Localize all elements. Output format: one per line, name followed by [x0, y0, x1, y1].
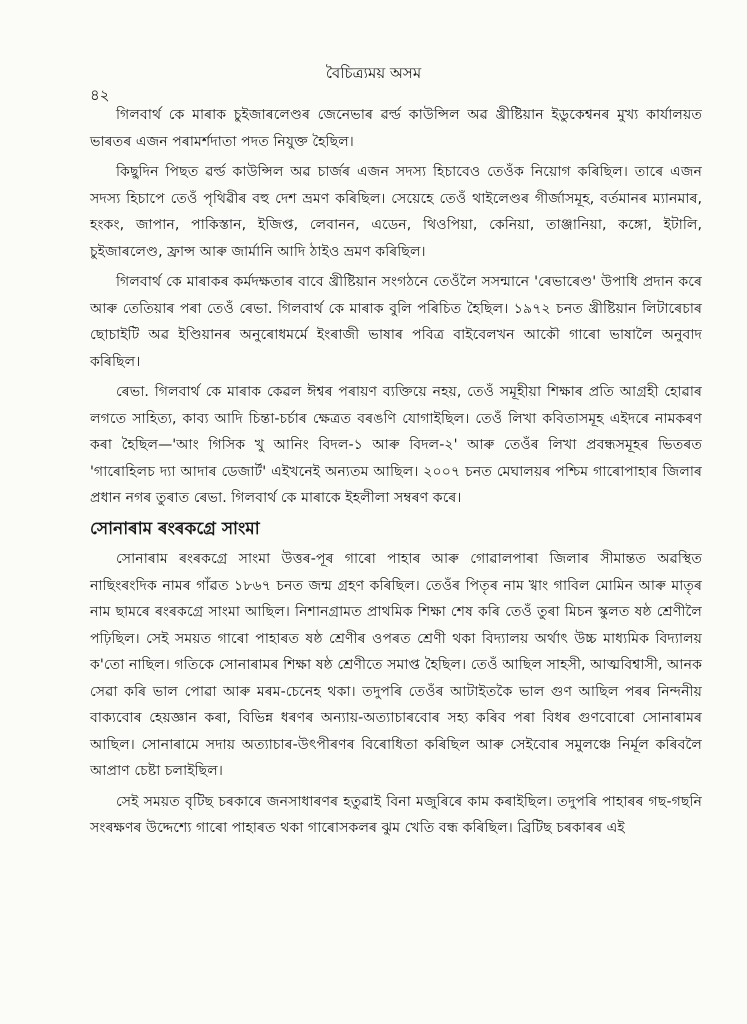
paragraph: কিছুদিন পিছত ৱৰ্ল্ড কাউন্সিল অৱ চাৰ্জৰ এজন সদস্য হিচাবেও তেওঁক নিয়োগ কৰিছিল। তাৰে এজন সদস্য হিচাপে তেওঁ পৃথিৱীৰ বহু দেশ ভ্ৰমণ কৰিছিল। সেয়েহে তেওঁ থাইলেণ্ডৰ গীৰ্জাসমূহ, বৰ্তমানৰ ম্যানমাৰ, হংকং, জাপান, পাকিস্তান, ইজিপ্ত, লেবানন, এডেন, থিওপিয়া, কেনিয়া, তাঞ্জানিয়া, কঙ্গো, ইটালি, চুইজাৰলেণ্ড, ফ্ৰান্স আৰু জাৰ্মানি আদি ঠাইও ভ্ৰমণ কৰিছিল।: [90, 164, 702, 260]
running-head: বৈচিত্ৰ্যময় অসম: [325, 64, 422, 82]
paragraph: সেই সময়ত বৃটিছ চৰকাৰে জনসাধাৰণৰ হতুৱাই বিনা মজুৰিৰে কাম কৰাইছিল। তদুপৰি পাহাৰৰ গছ-গছনি সংৰক্ষণৰ উদ্দেশ্যে গাৰো পাহাৰত থকা গাৰোসকলৰ ঝুম খেতি বন্ধ কৰিছিল। ব্ৰিটিছ চৰকাৰৰ এই: [90, 793, 702, 836]
section-heading: সোনাৰাম ৰংৰকগ্ৰে সাংমা: [90, 518, 260, 539]
page-number: ৪২: [90, 86, 110, 104]
body-text: [90, 102, 702, 846]
paragraph: গিলবাৰ্থ কে মাৰাক চুইজাৰলেণ্ডৰ জেনেভাৰ ৱৰ্ল্ড কাউন্সিল অৱ খ্ৰীষ্টিয়ান ইডুকেশ্বনৰ মুখ্য কাৰ্যালয়ত ভাৰতৰ এজন পৰামৰ্শদাতা পদত নিযুক্ত হৈছিল।: [90, 107, 702, 150]
paragraph: গিলবাৰ্থ কে মাৰাকৰ কৰ্মদক্ষতাৰ বাবে খ্ৰীষ্টিয়ান সংগঠনে তেওঁলৈ সসন্মানে 'ৰেভাৰেণ্ড' উপাধি প্ৰদান কৰে আৰু তেতিয়াৰ পৰা তেওঁ ৰেভা. গিলবাৰ্থ কে মাৰাক বুলি পৰিচিত হৈছিল। ১৯৭২ চনত খ্ৰীষ্টিয়ান লিটাৰেচাৰ ছোচাইটি অৱ ইণ্ডিয়ানৰ অনুৰোধমৰ্মে ইংৰাজী ভাষাৰ পবিত্ৰ বাইবেলখন আকৌ গাৰো ভাষালৈ অনুবাদ কৰিছিল।: [90, 274, 702, 370]
paragraph: ৰেভা. গিলবাৰ্থ কে মাৰাক কেৱল ঈশ্বৰ পৰায়ণ ব্যক্তিয়ে নহয়, তেওঁ সমূহীয়া শিক্ষাৰ প্ৰতি আগ্ৰহী হোৱাৰ লগতে সাহিত্য, কাব্য আদি চিন্তা-চৰ্চাৰ ক্ষেত্ৰত বৰঙণি যোগাইছিল। তেওঁ লিখা কবিতাসমূহ এইদৰে নামকৰণ কৰা হৈছিল—'আং গিসিক খু আনিং বিদল-১ আৰু বিদল-২' আৰু তেওঁৰ লিখা প্ৰবন্ধসমূহৰ ভিতৰত 'গাৰোহিলচ দ্যা আদাৰ ডেজাৰ্ট' এইখনেই অন্যতম আছিল। ২০০৭ চনত মেঘালয়ৰ পশ্চিম গাৰোপাহাৰ জিলাৰ প্ৰধান নগৰ তুৰাত ৰেভা. গিলবাৰ্থ কে মাৰাকে ইহলীলা সম্বৰণ কৰে।: [90, 384, 702, 506]
paragraph: সোনাৰাম ৰংৰকগ্ৰে সাংমা উত্তৰ-পূৰ গাৰো পাহাৰ আৰু গোৱালপাৰা জিলাৰ সীমান্তত অৱস্থিত নাছিংৰংদিক নামৰ গাঁৱত ১৮৬৭ চনত জন্ম গ্ৰহণ কৰিছিল। তেওঁৰ পিতৃৰ নাম খ্বাং গাবিল মোমিন আৰু মাতৃৰ নাম ছামৰে ৰংৰকগ্ৰে সাংমা আছিল। নিশানগ্ৰামত প্ৰাথমিক শিক্ষা শেষ কৰি তেওঁ তুৰা মিচন স্কুলত ষষ্ঠ শ্ৰেণীলৈ পঢ়িছিল। সেই সময়ত গাৰো পাহাৰত ষষ্ঠ শ্ৰেণীৰ ওপৰত শ্ৰেণী থকা বিদ্যালয় অৰ্থাৎ উচ্চ মাধ্যমিক বিদ্যালয় ক'তো নাছিল। গতিকে সোনাৰামৰ শিক্ষা ষষ্ঠ শ্ৰেণীতে সমাপ্ত হৈছিল। তেওঁ আছিল সাহসী, আত্মবিশ্বাসী, আনক সেৱা কৰি ভাল পোৱা আৰু মৰম-চেনেহ থকা। তদুপৰি তেওঁৰ আটাইতকৈ ভাল গুণ আছিল পৰৰ নিন্দনীয় বাক্যবোৰ হেয়জ্ঞান কৰা, বিভিন্ন ধৰণৰ অন্যায়-অত্যাচাৰবোৰ সহ্য কৰিব পৰা বিধৰ গুণবোৰো সোনাৰামৰ আছিল। সোনাৰামে সদায় অত্যাচাৰ-উৎপীৰণৰ বিৰোধিতা কৰিছিল আৰু সেইবোৰ সমুলঞ্চে নিৰ্মূল কৰিবলৈ আপ্ৰাণ চেষ্টা চলাইছিল।: [90, 551, 702, 779]
